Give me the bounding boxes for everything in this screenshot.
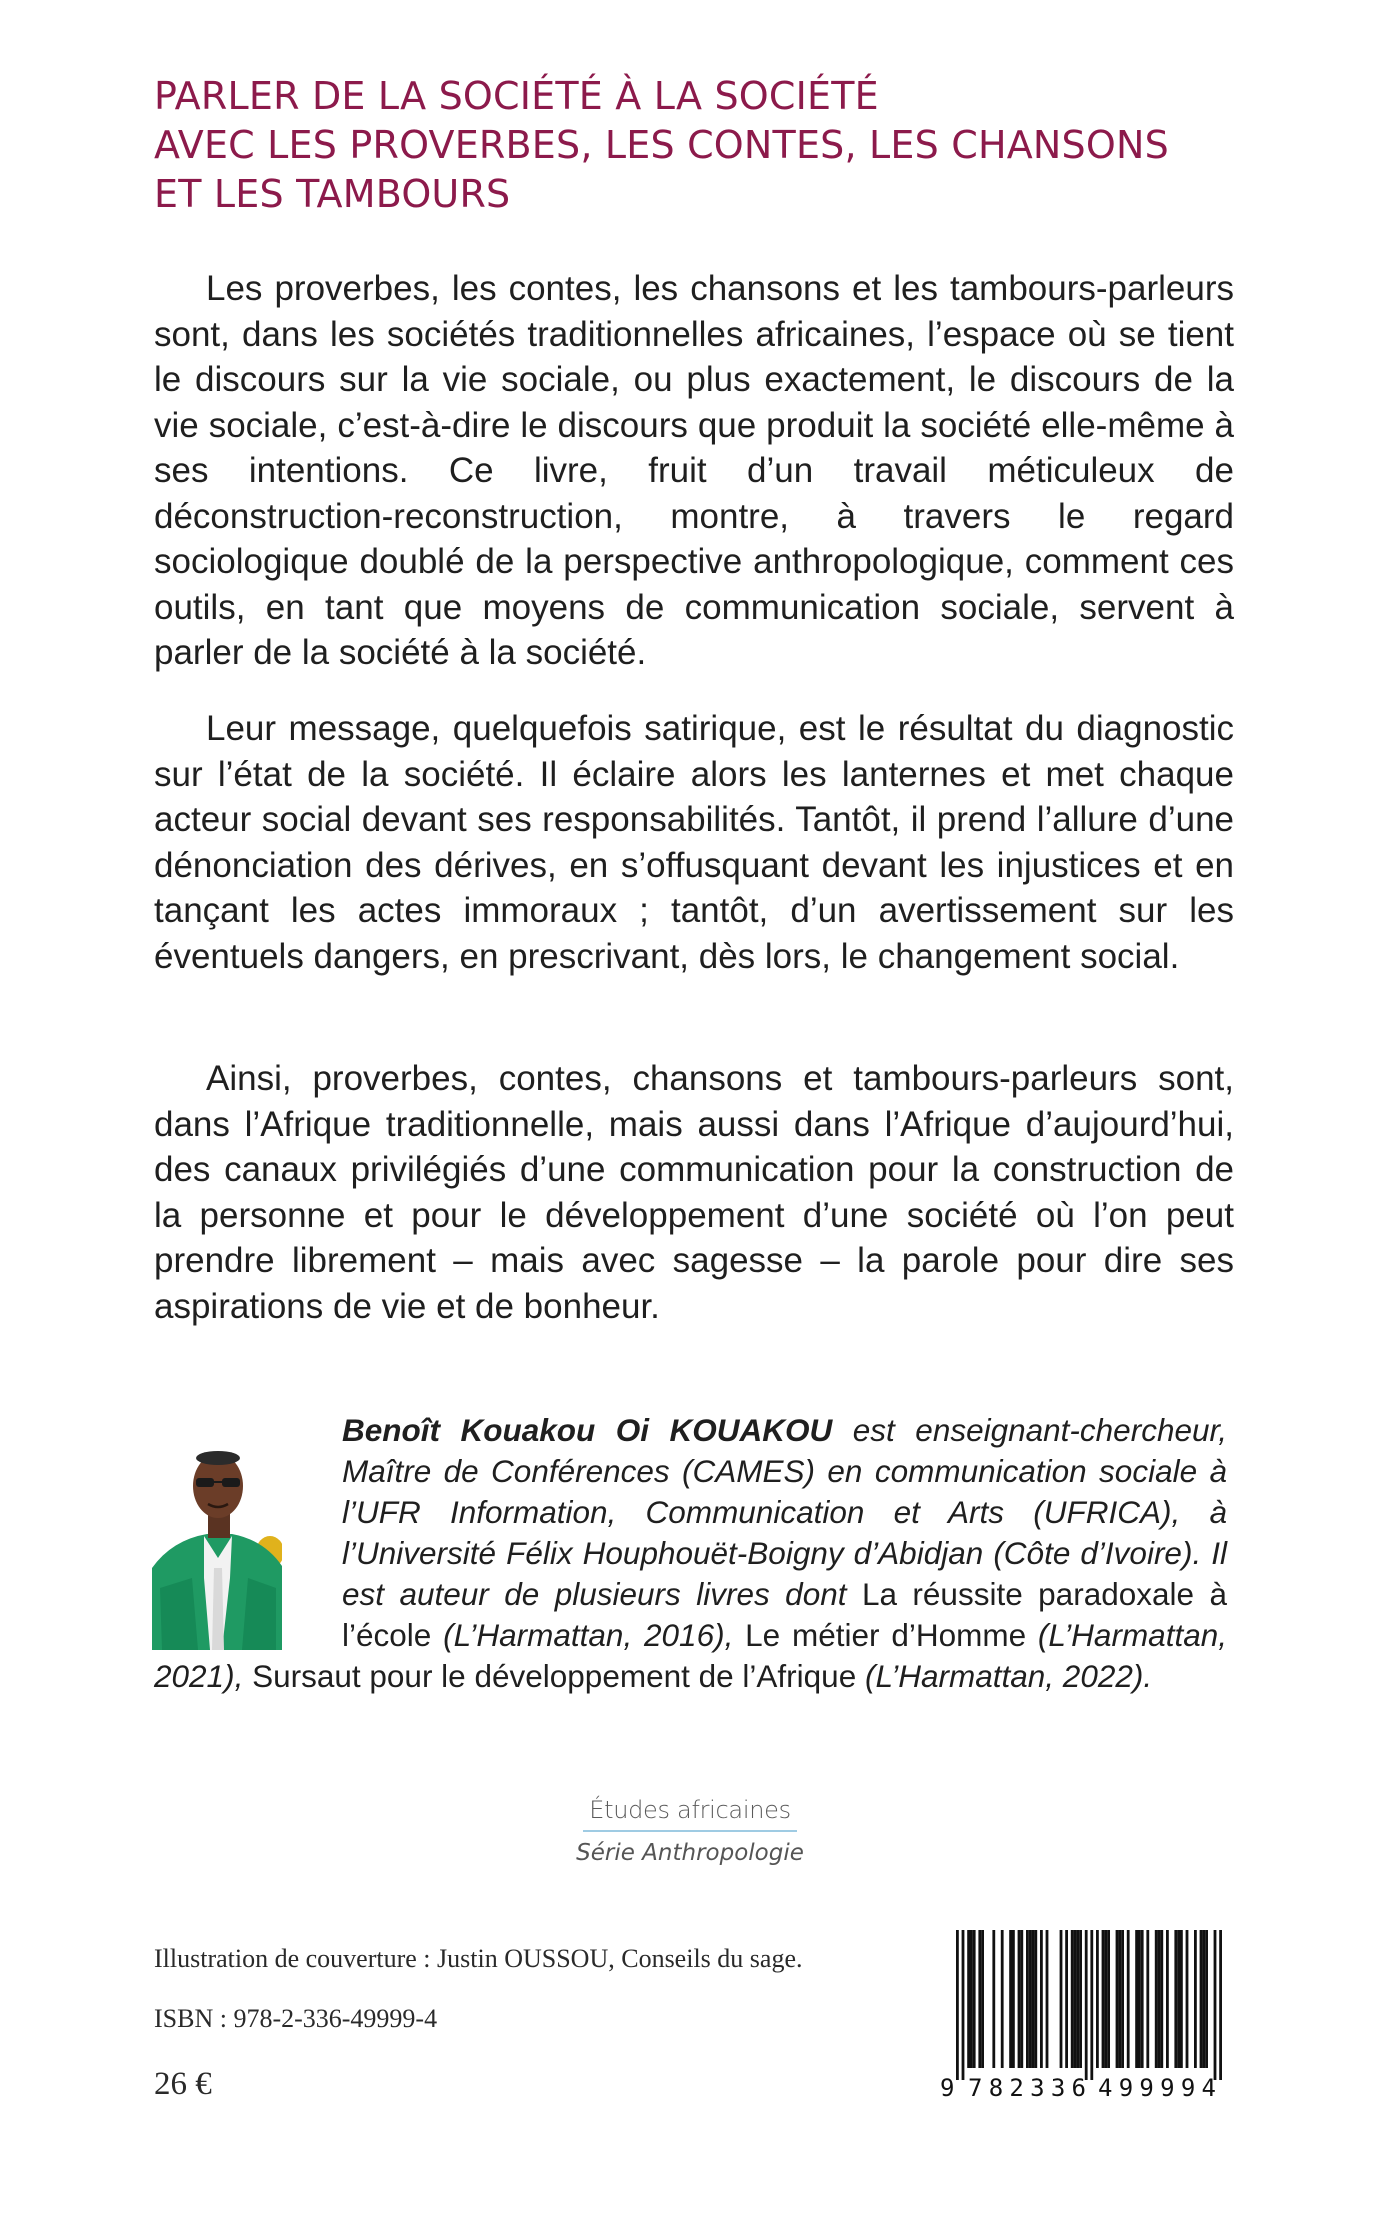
barcode-bar	[1060, 1930, 1063, 2068]
barcode-bar	[1118, 1930, 1121, 2068]
price: 26 €	[154, 2066, 212, 2102]
barcode-bar	[1102, 1930, 1105, 2068]
book-title-2: Le métier d’Homme	[745, 1617, 1027, 1653]
title-line-1: PARLER DE LA SOCIÉTÉ À LA SOCIÉTÉ	[154, 74, 879, 118]
book-title-3: Sursaut pour le développement de l’Afrique	[252, 1658, 857, 1694]
barcode-bar	[1032, 1930, 1035, 2068]
barcode-first-digit: 9	[940, 2074, 955, 2100]
barcode-bar	[1071, 1930, 1074, 2068]
barcode-bar	[1202, 1930, 1205, 2068]
author-portrait-illustration	[152, 1428, 282, 1650]
barcode-bar	[1174, 1930, 1177, 2068]
barcode-bar	[1009, 1930, 1012, 2068]
barcode-bar	[970, 1930, 973, 2068]
barcode-guard-bar	[1090, 1930, 1093, 2080]
barcode-bar	[992, 1930, 995, 2068]
barcode-bar	[1146, 1930, 1149, 2068]
barcode-bar	[978, 1930, 981, 2068]
barcode-bar	[1029, 1930, 1032, 2068]
collection-name: Études africaines	[589, 1796, 791, 1824]
summary-paragraph-2: Leur message, quelquefois satirique, est le résultat du diagnostic sur l’état de la société. Il éclaire alors les lanternes et met chaque acteur social devant ses responsabilités. Tantôt, il prend l’allure d’une dénonciation des dérives, en s’offusquant devant les injustices et en tançant les actes immoraux ; tantôt, d’un avertissement sur les éventuels dangers, en prescrivant, dès lors, le changement social.	[154, 709, 1234, 976]
author-bio-intro: est enseignant-chercheur, Maître de Conférences (CAMES) en communication sociale à l’UFR Information, Communication et Arts (UFRICA), à l’Université Félix Houphouët-Boigny d’Abidjan (Côte d’Ivoire). Il est auteur de plusieurs livres dont	[342, 1412, 1228, 1612]
author-bio	[154, 1410, 1227, 1697]
barcode-left-digits: 782336	[968, 2074, 1086, 2100]
barcode-bar	[1104, 1930, 1107, 2068]
book-title-1: La réussite paradoxale à l’école	[342, 1576, 1227, 1653]
barcode-bar	[1096, 1930, 1099, 2068]
book-publisher-1: (L’Harmattan, 2016),	[431, 1617, 746, 1653]
barcode-bar	[1079, 1930, 1082, 2068]
barcode-bar	[1020, 1930, 1023, 2068]
barcode-bar	[1034, 1930, 1037, 2068]
barcode-bar	[1001, 1930, 1004, 2068]
book-publisher-2: (L’Harmattan, 2021),	[154, 1617, 1227, 1694]
summary-paragraph-1: Les proverbes, les contes, les chansons et les tambours-parleurs sont, dans les sociétés traditionnelles africaines, l’espace où se tient le discours sur la vie sociale, ou plus exactement, le discours de la vie sociale, c’est-à-dire le discours que produit la société elle-même à ses intentions. Ce livre, fruit d’un travail méticuleux de déconstruction-reconstruction, montre, à travers le regard sociologique doublé de la perspective anthropologique, comment ces outils, en tant que moyens de communication sociale, servent à parler de la société à la société.	[154, 269, 1234, 672]
barcode-bar	[1018, 1930, 1021, 2068]
barcode-bar	[1200, 1930, 1203, 2068]
collection-label	[560, 1796, 820, 1866]
barcode-guard-bar	[1214, 1930, 1217, 2080]
barcode-bar	[1046, 1930, 1049, 2068]
barcode-bar	[1155, 1930, 1158, 2068]
barcode-bar	[1065, 1930, 1068, 2068]
barcode-bar	[1166, 1930, 1169, 2068]
isbn-barcode	[940, 1930, 1236, 2100]
barcode-guard-bar	[956, 1930, 959, 2080]
barcode-bar	[1180, 1930, 1183, 2068]
barcode-bar	[1194, 1930, 1197, 2068]
barcode-bar	[967, 1930, 970, 2068]
isbn: ISBN : 978-2-336-49999-4	[154, 2004, 438, 2033]
barcode-guard-bar	[962, 1930, 965, 2080]
barcode-bar	[1074, 1930, 1077, 2068]
barcode-bar	[1160, 1930, 1163, 2068]
barcode-right-digits: 499994	[1098, 2074, 1216, 2100]
summary-paragraph-3: Ainsi, proverbes, contes, chansons et tambours-parleurs sont, dans l’Afrique traditionnelle, mais aussi dans l’Afrique d’aujourd’hui, des canaux privilégiés d’une communication pour la construction de la personne et pour le développement d’une société où l’on peut prendre librement – mais avec sagesse – la parole pour dire ses aspirations de vie et de bonheur.	[154, 1059, 1234, 1326]
barcode-bar	[1121, 1930, 1124, 2068]
collection-divider	[583, 1830, 797, 1832]
barcode-bar	[1177, 1930, 1180, 2068]
barcode-bar	[1205, 1930, 1208, 2068]
barcode-bar	[1135, 1930, 1138, 2068]
barcode-bar	[1026, 1930, 1029, 2068]
illustration-credit: Illustration de couverture : Justin OUSSOU, Conseils du sage.	[154, 1944, 803, 1973]
book-publisher-3: (L’Harmattan, 2022).	[856, 1658, 1153, 1694]
barcode-bar	[973, 1930, 976, 2068]
title-line-2: AVEC LES PROVERBES, LES CONTES, LES CHANSONS	[154, 123, 1169, 167]
barcode-bar	[1012, 1930, 1015, 2068]
barcode-bar	[1138, 1930, 1141, 2068]
barcode-bar	[1158, 1930, 1161, 2068]
barcode-bar	[1186, 1930, 1189, 2068]
author-photo	[152, 1428, 282, 1650]
barcode-bar	[981, 1930, 984, 2068]
collection-series: Série Anthropologie	[576, 1840, 804, 1866]
barcode-guard-bar	[1219, 1930, 1222, 2080]
barcode-bar	[1127, 1930, 1130, 2068]
barcode-bar	[1076, 1930, 1079, 2068]
barcode-bar	[1141, 1930, 1144, 2068]
book-title	[154, 72, 1254, 219]
barcode-bar	[1107, 1930, 1110, 2068]
barcode-guard-bar	[1085, 1930, 1088, 2080]
title-line-3: ET LES TAMBOURS	[154, 172, 511, 216]
barcode-bar	[1040, 1930, 1043, 2068]
author-name: Benoît Kouakou Oi KOUAKOU	[342, 1412, 833, 1448]
barcode-bar	[1116, 1930, 1119, 2068]
